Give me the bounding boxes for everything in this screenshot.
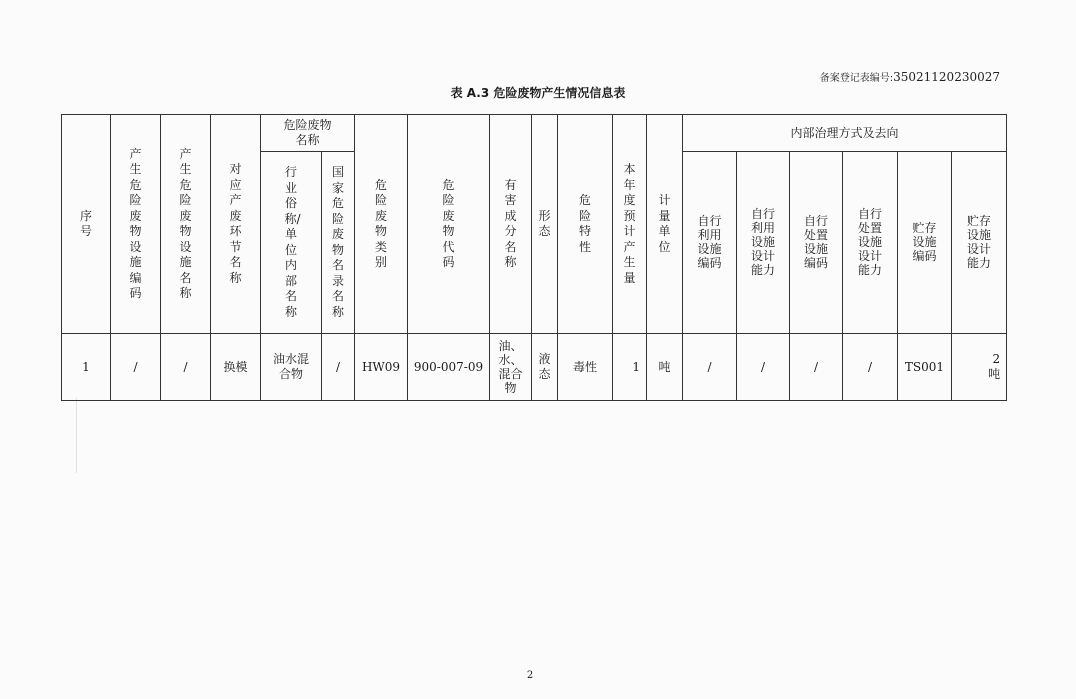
cell-form: 液态 [532, 334, 558, 401]
scan-edge-line [76, 398, 77, 473]
cell-property: 毒性 [558, 334, 613, 401]
header-self-use-code: 自行利用设施编码 [683, 152, 737, 334]
cell-storage-code: TS001 [898, 334, 952, 401]
header-process: 对应产废环节名称 [211, 115, 261, 334]
header-facility-code: 产生危险废物设施编码 [111, 115, 161, 334]
header-form: 形态 [532, 115, 558, 334]
cell-self-use-code: / [683, 334, 737, 401]
header-common-name: 行业俗称/单位内部名称 [261, 152, 322, 334]
header-unit: 计量单位 [647, 115, 683, 334]
page-number: 2 [526, 670, 534, 681]
hazardous-waste-table [61, 114, 1007, 401]
cell-waste-code: 900-007-09 [408, 334, 490, 401]
header-category: 危险废物类别 [355, 115, 408, 334]
cell-process: 换模 [211, 334, 261, 401]
header-harmful: 有害成分名称 [490, 115, 532, 334]
cell-self-disp-code: / [790, 334, 843, 401]
header-storage-cap: 贮存设施设计能力 [952, 152, 1007, 334]
header-storage-code: 贮存设施编码 [898, 152, 952, 334]
table-title: 表 A.3 危险废物产生情况信息表 [450, 86, 626, 100]
cell-self-disp-cap: / [843, 334, 898, 401]
header-property: 危险特性 [558, 115, 613, 334]
registration-number: 备案登记表编号:35021120230027 [819, 70, 1000, 84]
cell-facility-code: / [111, 334, 161, 401]
header-waste-name-group: 危险废物名称 [261, 115, 355, 152]
cell-facility-name: / [161, 334, 211, 401]
cell-storage-cap: 2 吨 [952, 334, 1007, 401]
header-facility-name: 产生危险废物设施名称 [161, 115, 211, 334]
header-waste-code: 危险废物代码 [408, 115, 490, 334]
cell-national-name: / [322, 334, 355, 401]
cell-annual: 1 [613, 334, 647, 401]
header-internal-group: 内部治理方式及去向 [683, 115, 1007, 152]
header-seq: 序号 [62, 115, 111, 334]
header-national-name: 国家危险废物名录名称 [322, 152, 355, 334]
cell-harmful: 油、水、混合物 [490, 334, 532, 401]
cell-common-name: 油水混合物 [261, 334, 322, 401]
cell-unit: 吨 [647, 334, 683, 401]
header-self-disp-cap: 自行处置设施设计能力 [843, 152, 898, 334]
header-self-use-cap: 自行利用设施设计能力 [737, 152, 790, 334]
header-self-disp-code: 自行处置设施编码 [790, 152, 843, 334]
header-annual: 本年度预计产生量 [613, 115, 647, 334]
cell-self-use-cap: / [737, 334, 790, 401]
cell-category: HW09 [355, 334, 408, 401]
table-row [62, 334, 1007, 401]
cell-seq: 1 [62, 334, 111, 401]
